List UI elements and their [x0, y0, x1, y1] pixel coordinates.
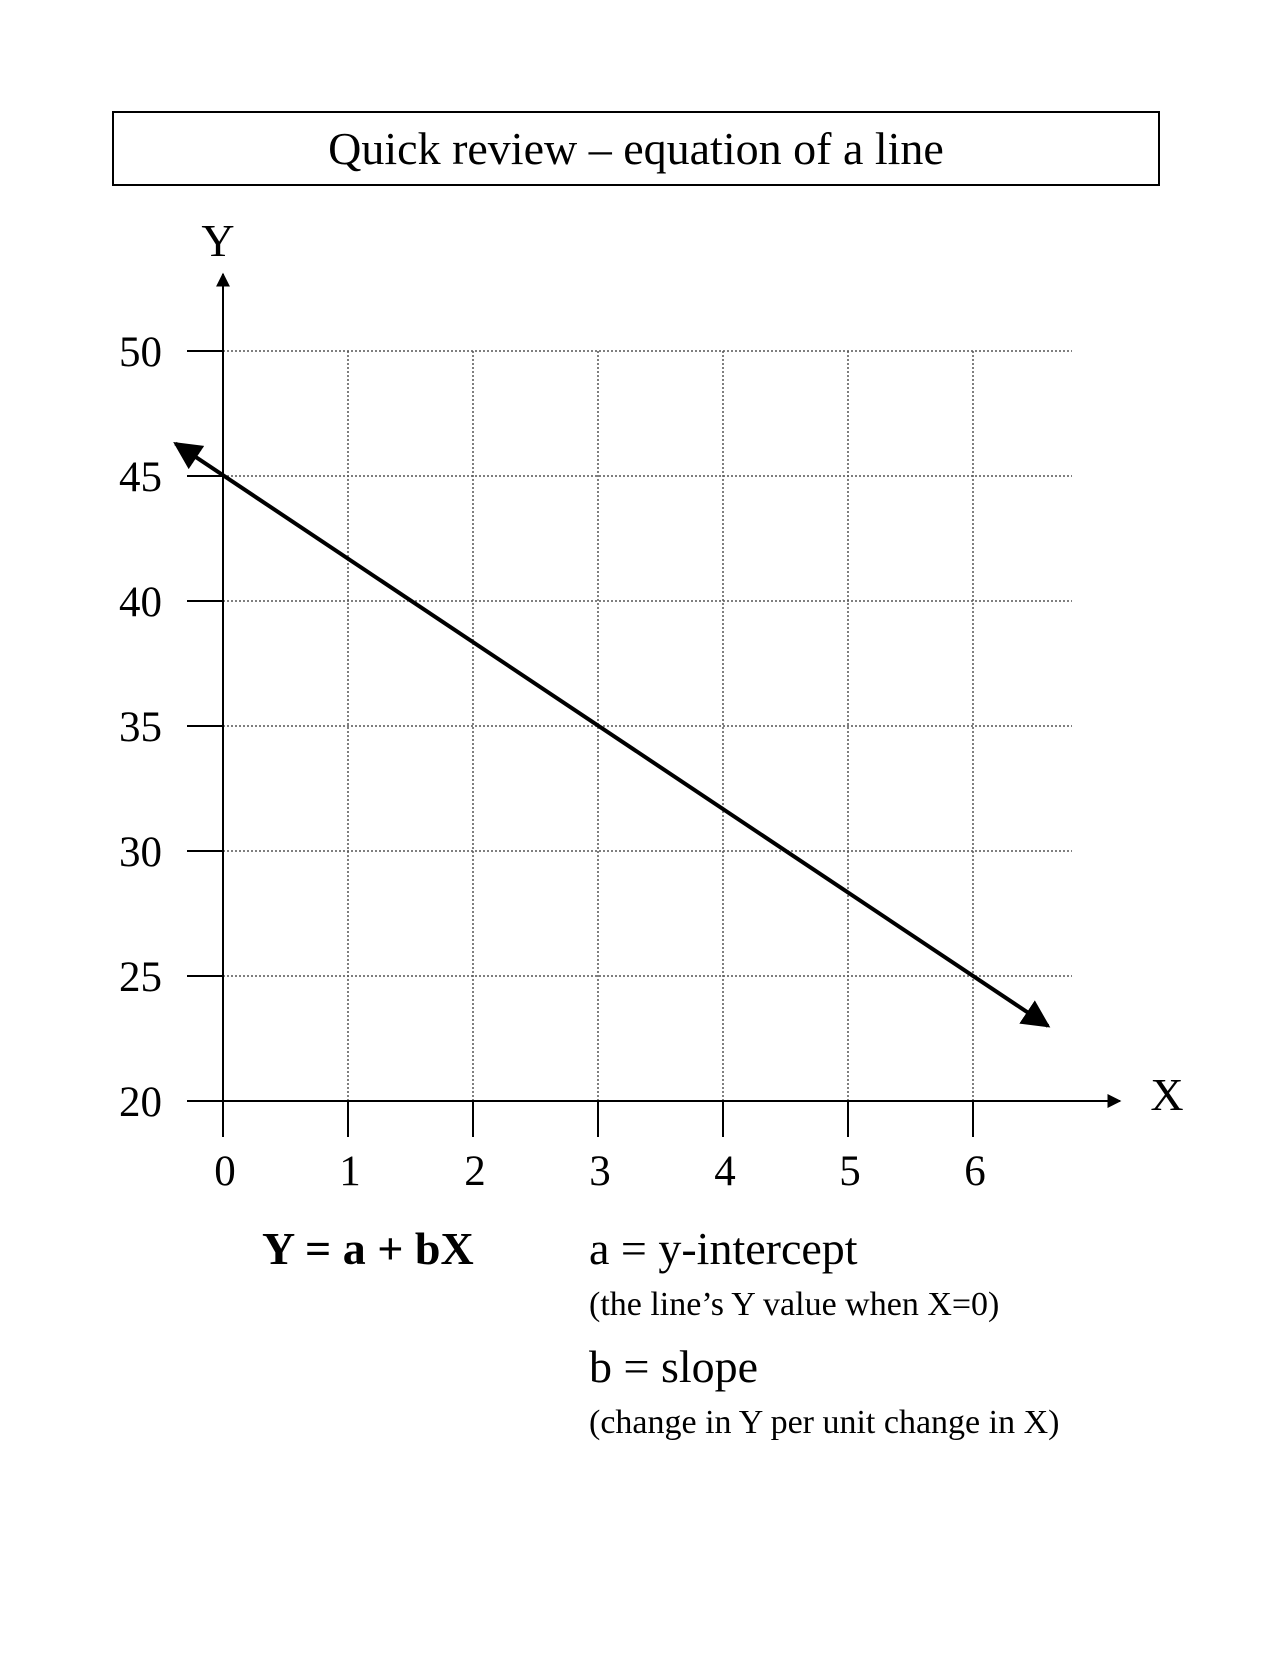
y-tick-label: 25 — [119, 954, 162, 1001]
slope-note: (change in Y per unit change in X) — [589, 1404, 1060, 1441]
y-axis-label: Y — [201, 215, 235, 266]
x-tick-label: 5 — [839, 1148, 861, 1195]
intercept-definition: a = y-intercept — [589, 1223, 858, 1274]
x-tick-label: 0 — [214, 1148, 236, 1195]
slope-definition: b = slope — [589, 1341, 759, 1392]
y-tick-label: 30 — [119, 829, 162, 876]
y-tick-label: 40 — [119, 579, 162, 626]
line-equation: Y = a + bX — [262, 1223, 474, 1274]
x-axis-label: X — [1150, 1069, 1184, 1120]
data-line — [176, 444, 1049, 1027]
y-tick-label: 20 — [119, 1079, 162, 1126]
x-tick-label: 2 — [464, 1148, 486, 1195]
x-tick-label: 1 — [339, 1148, 361, 1195]
x-tick-label: 4 — [714, 1148, 736, 1195]
chart-title: Quick review – equation of a line — [112, 111, 1160, 186]
x-tick-label: 6 — [964, 1148, 986, 1195]
y-tick-label: 35 — [119, 704, 162, 751]
y-tick-label: 50 — [119, 329, 162, 376]
intercept-note: (the line’s Y value when X=0) — [589, 1286, 1000, 1323]
x-tick-label: 3 — [589, 1148, 611, 1195]
y-tick-label: 45 — [119, 454, 162, 501]
